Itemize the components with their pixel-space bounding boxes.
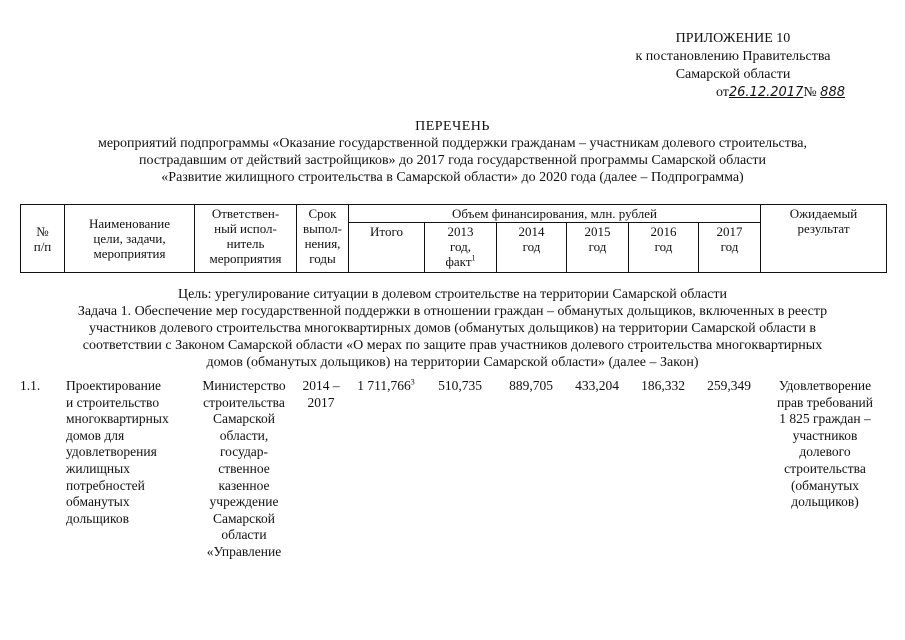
number-value: 888 bbox=[820, 85, 845, 100]
header-name: Наименование цели, задачи, мероприятия bbox=[65, 205, 195, 273]
header-2014: 2014 год bbox=[497, 223, 567, 273]
task-line-1: Задача 1. Обеспечение мер государственной поддержки в отношении граждан – обманутых дольщиков, включенных в реестр bbox=[77, 304, 828, 319]
row-result: Удовлетворение прав требований 1 825 граждан – участников долевого строительства (обманутых дольщиков) bbox=[776, 378, 873, 510]
header-2013: 2013 год, факт$^1$ bbox=[425, 223, 497, 273]
appendix-date-line bbox=[603, 84, 863, 102]
document-title: ПЕРЕЧЕНЬ bbox=[415, 119, 490, 134]
header-2017: 2017 год bbox=[699, 223, 761, 273]
task-line-2: участников долевого строительства многоквартирных домов (обманутых дольщиков) на территории Самарской области в bbox=[88, 321, 817, 336]
appendix-region: Самарской области bbox=[675, 67, 791, 82]
row-name: Проектирование и строительство многоквартирных домов для удовлетворения жилищных потребностей обманутых дольщиков bbox=[66, 378, 169, 526]
row-number: 1.1. bbox=[20, 378, 41, 393]
row-2014: 889,705 bbox=[509, 378, 553, 393]
row-responsible: Министерство строительства Самарской области, государ- ственное казенное учреждение Самарской области «Управление bbox=[202, 378, 286, 559]
row-2017: 259,349 bbox=[707, 378, 751, 393]
header-financing: Объем финансирования, млн. рублей bbox=[349, 205, 761, 223]
header-result: Ожидаемый результат bbox=[761, 205, 887, 273]
header-term: Срок выпол- нения, годы bbox=[297, 205, 349, 273]
row-total: 1 711,766$^3$ bbox=[357, 377, 415, 393]
appendix-block bbox=[603, 30, 863, 102]
row-2015: 433,204 bbox=[575, 378, 619, 393]
header-2016: 2016 год bbox=[629, 223, 699, 273]
footnote-mark: 3 bbox=[410, 377, 415, 387]
date-prefix: от bbox=[715, 85, 729, 100]
appendix-title: ПРИЛОЖЕНИЕ 10 bbox=[675, 31, 791, 46]
header-2015: 2015 год bbox=[567, 223, 629, 273]
heading-line-2: пострадавшим от действий застройщиков» до 2017 года государственной программы Самарской области bbox=[139, 153, 766, 168]
appendix-resolution: к постановлению Правительства bbox=[635, 49, 831, 64]
goal-text: Цель: урегулирование ситуации в долевом строительстве на территории Самарской области bbox=[177, 287, 728, 302]
document-heading bbox=[0, 118, 905, 186]
financing-table-header bbox=[20, 204, 887, 273]
header-responsible: Ответствен- ный испол- нитель мероприятия bbox=[195, 205, 297, 273]
task-line-3: соответствии с Законом Самарской области «О мерах по защите прав участников долевого строительства многоквартирных bbox=[82, 338, 823, 353]
heading-line-1: мероприятий подпрограммы «Оказание государственной поддержки гражданам – участникам долевого строительства, bbox=[97, 136, 808, 151]
task-line-4: домов (обманутых дольщиков) на территории Самарской области» (далее – Закон) bbox=[206, 355, 699, 370]
row-term: 2014 – 2017 bbox=[302, 378, 340, 410]
row-2016: 186,332 bbox=[641, 378, 685, 393]
row-2013: 510,735 bbox=[438, 378, 482, 393]
header-total: Итого bbox=[349, 223, 425, 273]
date-value: 26.12.2017 bbox=[728, 85, 804, 100]
heading-line-3: «Развитие жилищного строительства в Самарской области» до 2020 года (далее – Подпрограмма) bbox=[161, 170, 744, 185]
footnote-mark: 1 bbox=[471, 253, 476, 263]
goal-and-task bbox=[0, 286, 905, 371]
header-num: № п/п bbox=[21, 205, 65, 273]
number-prefix: № bbox=[803, 85, 817, 100]
